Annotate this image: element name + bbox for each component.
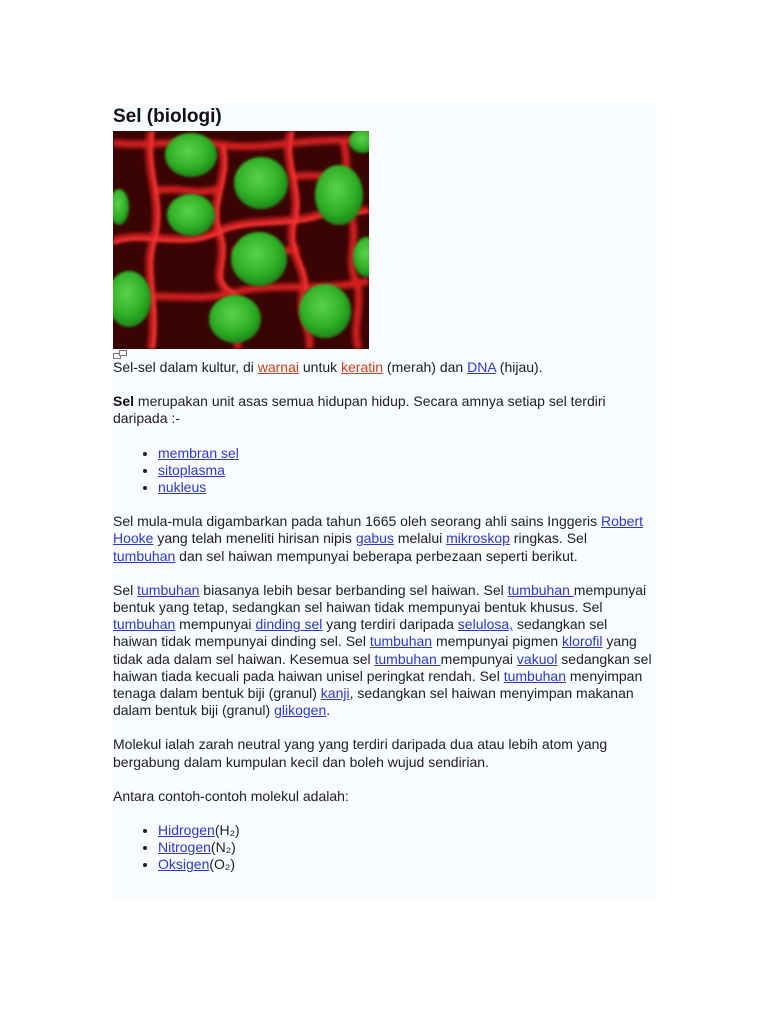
cell-culture-image[interactable] xyxy=(113,131,369,349)
link-vakuol[interactable]: vakuol xyxy=(516,650,558,667)
paragraph-text: mempunyai bentuk yang tetap, sedangkan sel haiwan tidak mempunyai bentuk khusus. Sel xyxy=(113,581,647,616)
paragraph-text: yang telah meneliti hirisan nipis xyxy=(153,530,356,547)
link-hidrogen[interactable]: Hidrogen xyxy=(158,822,215,839)
paragraph-text: sedangkan sel haiwan tiada kecuali pada haiwan unisel peringkat rendah. Sel xyxy=(113,650,652,684)
paragraph-text: yang terdiri daripada xyxy=(322,616,458,633)
paragraph-text: mempunyai xyxy=(440,650,517,667)
link-oksigen[interactable]: Oksigen xyxy=(158,856,210,873)
paragraph-text: . xyxy=(326,702,331,719)
paragraph-text: Sel mula-mula digambarkan pada tahun 1665 oleh seorang ahli sains Inggeris xyxy=(113,513,601,530)
list-item xyxy=(158,839,653,856)
molecule-formula: (H₂) xyxy=(214,822,240,839)
article xyxy=(113,104,653,874)
link-tumbuhan[interactable]: tumbuhan xyxy=(113,547,176,564)
intro-text: merupakan unit asas semua hidupan hidup. Secara amnya setiap sel terdiri daripada :- xyxy=(113,393,606,427)
cell-components-list xyxy=(113,445,653,497)
paragraph-text: mempunyai pigmen xyxy=(432,633,563,650)
paragraph-text: ringkas. Sel xyxy=(509,530,587,547)
list-item xyxy=(158,462,653,479)
paragraph-text: Sel xyxy=(113,581,138,598)
link-tumbuhan[interactable]: tumbuhan xyxy=(503,667,566,684)
paragraph-text: dan sel haiwan mempunyai beberapa perbezaan seperti berikut. xyxy=(175,547,578,564)
molecule-formula: (O₂) xyxy=(209,856,236,873)
list-item xyxy=(158,479,653,496)
image-caption xyxy=(113,359,653,376)
link-membran-sel[interactable]: membran sel xyxy=(158,444,239,461)
link-warnai[interactable]: warnai xyxy=(257,359,299,375)
comparison-paragraph xyxy=(113,582,653,720)
link-nitrogen[interactable]: Nitrogen xyxy=(158,839,211,856)
molecule-list xyxy=(113,822,653,874)
caption-text: (hijau). xyxy=(495,359,543,375)
list-item xyxy=(158,856,653,873)
link-glikogen[interactable]: glikogen xyxy=(274,702,327,719)
paragraph-text: mempunyai xyxy=(175,616,256,633)
list-item xyxy=(158,822,653,839)
link-tumbuhan[interactable]: tumbuhan xyxy=(507,581,574,598)
link-klorofil[interactable]: klorofil xyxy=(562,633,603,650)
link-gabus[interactable]: gabus xyxy=(355,530,394,547)
enlarge-icon[interactable] xyxy=(113,350,127,359)
molecule-formula: (N₂) xyxy=(210,839,236,856)
molecule-definition: Molekul ialah zarah neutral yang yang terdiri daripada dua atau lebih atom yang bergabung dalam kumpulan kecil dan boleh wujud sendirian. xyxy=(113,736,608,770)
link-sitoplasma[interactable]: sitoplasma xyxy=(158,461,225,478)
link-tumbuhan[interactable]: tumbuhan xyxy=(374,650,441,667)
link-selulosa[interactable]: selulosa, xyxy=(457,616,514,633)
list-item xyxy=(158,445,653,462)
intro-paragraph xyxy=(113,393,653,427)
history-paragraph xyxy=(113,513,653,565)
link-mikroskop[interactable]: mikroskop xyxy=(446,530,510,547)
page-title: Sel (biologi) xyxy=(113,106,222,127)
caption-text: untuk xyxy=(298,359,342,375)
caption-text: (merah) dan xyxy=(383,359,468,375)
link-nukleus[interactable]: nukleus xyxy=(158,479,207,496)
link-tumbuhan[interactable]: tumbuhan xyxy=(137,581,200,598)
paragraph-text: sedangkan sel haiwan tidak mempunyai dinding sel. Sel xyxy=(113,616,608,650)
link-robert-hooke[interactable]: Robert Hooke xyxy=(113,513,644,547)
link-dna[interactable]: DNA xyxy=(467,359,496,375)
molecule-intro: Antara contoh-contoh molekul adalah: xyxy=(113,787,349,804)
link-tumbuhan[interactable]: tumbuhan xyxy=(369,633,433,650)
paragraph-text: , sedangkan sel haiwan menyimpan makanan dalam bentuk biji (granul) xyxy=(113,685,634,719)
link-keratin[interactable]: keratin xyxy=(341,359,384,375)
link-dinding-sel[interactable]: dinding sel xyxy=(255,616,323,633)
intro-bold-term: Sel xyxy=(113,393,135,410)
paragraph-text: biasanya lebih besar berbanding sel haiwan. Sel xyxy=(199,581,508,598)
paragraph-text: melalui xyxy=(393,530,447,547)
link-kanji[interactable]: kanji xyxy=(320,685,350,702)
paragraph-text: yang tidak ada dalam sel haiwan. Kesemua sel xyxy=(113,633,637,667)
paragraph-text: menyimpan tenaga dalam bentuk biji (granul) xyxy=(113,667,643,702)
caption-text: Sel-sel dalam kultur, di xyxy=(113,359,258,375)
link-tumbuhan[interactable]: tumbuhan xyxy=(113,616,176,633)
